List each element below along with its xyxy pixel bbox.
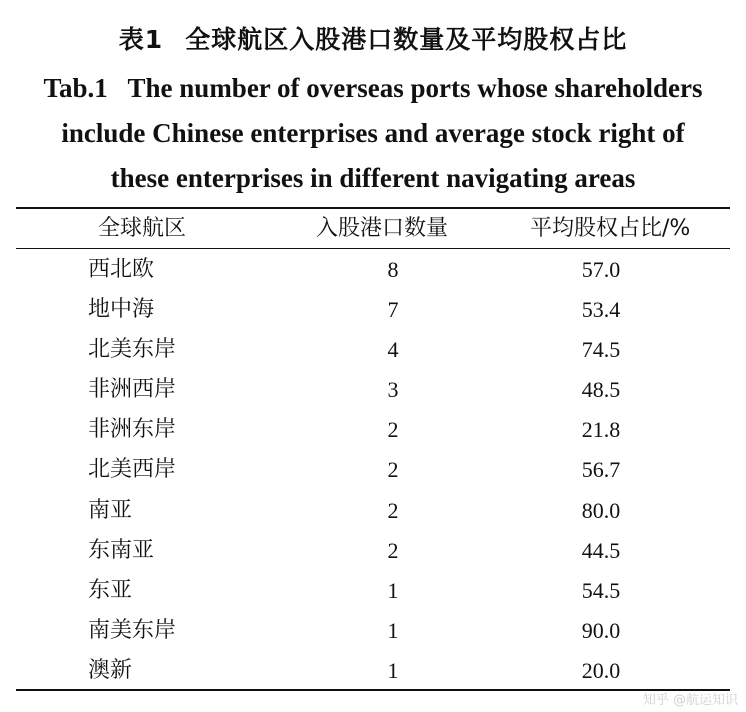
table-row — [16, 611, 730, 651]
count-cell: 2 — [387, 457, 399, 482]
area-cell: 东亚 — [88, 578, 133, 603]
table-title-chinese-text: 全球航区入股港口数量及平均股权占比 — [185, 25, 628, 54]
share-cell: 54.5 — [581, 578, 621, 603]
share-cell: 74.5 — [581, 337, 621, 362]
share-cell: 44.5 — [581, 538, 621, 563]
watermark-text: 知乎 @航运知识 — [642, 693, 738, 708]
share-cell: 21.8 — [581, 417, 621, 442]
table-row — [16, 651, 730, 691]
area-cell: 南亚 — [88, 498, 133, 523]
header-average-share: 平均股权占比/% — [530, 216, 691, 241]
table-row — [16, 531, 730, 571]
table-row — [16, 410, 730, 450]
area-cell: 非洲东岸 — [88, 417, 177, 442]
table-header-rule — [16, 248, 730, 249]
count-cell: 8 — [387, 257, 399, 282]
header-area: 全球航区 — [98, 216, 187, 241]
area-cell: 非洲西岸 — [88, 377, 177, 402]
count-cell: 3 — [387, 377, 399, 402]
count-cell: 1 — [387, 618, 399, 643]
table-title-english-line-3: these enterprises in different navigating areas — [110, 163, 636, 193]
table-row — [16, 250, 730, 290]
area-cell: 西北欧 — [88, 257, 155, 282]
header-port-count: 入股港口数量 — [316, 216, 449, 241]
area-cell: 北美西岸 — [88, 457, 177, 482]
share-cell: 57.0 — [581, 257, 621, 282]
area-cell: 地中海 — [88, 297, 155, 322]
table-title-chinese — [0, 22, 746, 58]
share-cell: 56.7 — [581, 457, 621, 482]
share-cell: 53.4 — [581, 297, 621, 322]
area-cell: 澳新 — [88, 658, 133, 683]
table-number: 表1 — [118, 25, 164, 54]
table-header-row — [16, 209, 730, 249]
count-cell: 2 — [387, 498, 399, 523]
table-row — [16, 491, 730, 531]
area-cell: 南美东岸 — [88, 618, 177, 643]
table-title-english-line-2: include Chinese enterprises and average stock right of — [61, 118, 685, 148]
count-cell: 2 — [387, 538, 399, 563]
share-cell: 90.0 — [581, 618, 621, 643]
count-cell: 1 — [387, 578, 399, 603]
count-cell: 1 — [387, 658, 399, 683]
count-cell: 7 — [387, 297, 399, 322]
table-row — [16, 290, 730, 330]
share-cell: 20.0 — [581, 658, 621, 683]
count-cell: 4 — [387, 337, 399, 362]
table-bottom-rule — [16, 689, 730, 691]
table-row — [16, 571, 730, 611]
share-cell: 80.0 — [581, 498, 621, 523]
area-cell: 东南亚 — [88, 538, 155, 563]
count-cell: 2 — [387, 417, 399, 442]
table-row — [16, 330, 730, 370]
share-cell: 48.5 — [581, 377, 621, 402]
table-row — [16, 370, 730, 410]
table-title-english-line-1: Tab.1 The number of overseas ports whose shareholders — [43, 73, 703, 103]
table-row — [16, 450, 730, 490]
area-cell: 北美东岸 — [88, 337, 177, 362]
